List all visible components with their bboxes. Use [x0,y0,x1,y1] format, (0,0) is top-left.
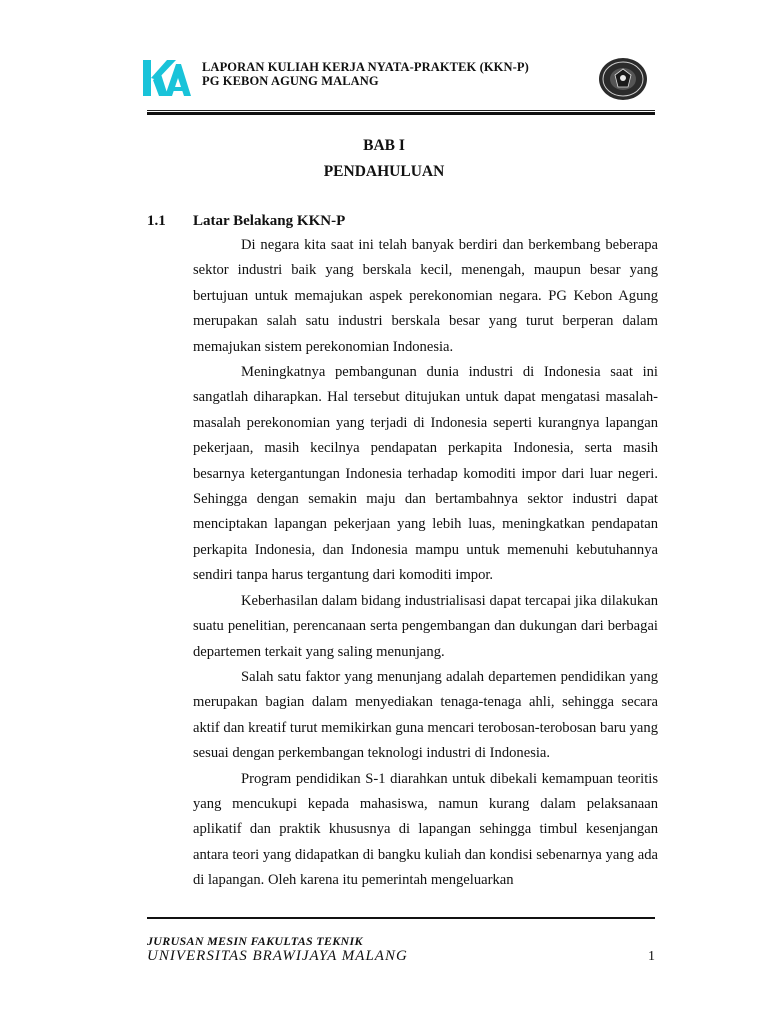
header-divider-thin [147,110,655,111]
section-title: Latar Belakang KKN-P [193,213,346,229]
header-divider-thick [147,112,655,115]
section-number: 1.1 [147,213,166,229]
footer-divider [147,917,655,919]
paragraph: Meningkatnya pembangunan dunia industri di Indonesia saat ini sangatlah diharapkan. Hal tersebut ditujukan untuk dapat mengatasi masalah-masalah perekonomian yang terjadi di Indonesia seperti kurangnya lapangan pekerjaan, masih kecilnya pendapatan perkapita Indonesia, serta masih besarnya ketergantungan Indonesia terhadap komoditi impor dari luar negeri. Sehingga dengan semakin maju dan bertambahnya sektor industri dapat menciptakan lapangan pekerjaan yang lebih luas, meningkatkan pendapatan perkapita Indonesia, dan Indonesia mampu untuk memenuhi kebutuhannya sendiri tanpa harus tergantung dari komoditi impor. [193,364,658,584]
report-title-line1: LAPORAN KULIAH KERJA NYATA-PRAKTEK (KKN-P) [202,60,529,74]
chapter-number: BAB I [363,137,405,154]
paragraph: Di negara kita saat ini telah banyak berdiri dan berkembang beberapa sektor industri baik yang berskala kecil, menengah, maupun besar yang bertujuan untuk memajukan aspek perekonomian negara. PG Kebon Agung merupakan salah satu industri berskala besar yang turut berperan dalam memajukan sistem perekonomian Indonesia. [193,237,658,355]
footer-university: UNIVERSITAS BRAWIJAYA MALANG [147,948,408,964]
paragraph: Program pendidikan S-1 diarahkan untuk dibekali kemampuan teoritis yang mencukupi kepada mahasiswa, namun kurang dalam pelaksanaan aplikatif dan praktik khususnya di lapangan sehingga timbul kesenjangan antara teori yang didapatkan di bangku kuliah dan kondisi sebenarnya yang ada di lapangan. Oleh karena itu pemerintah mengeluarkan [193,770,658,889]
page-number: 1 [648,949,655,964]
paragraph: Keberhasilan dalam bidang industrialisasi dapat tercapai jika dilakukan suatu penelitian, perencanaan serta pengembangan dan dukungan dari berbagai departemen terkait yang saling menunjang. [193,592,658,660]
body-text [193,233,658,894]
report-title-line2: PG KEBON AGUNG MALANG [202,74,379,88]
report-title [202,60,529,88]
footer-department: JURUSAN MESIN FAKULTAS TEKNIK [147,934,363,948]
paragraph: Salah satu faktor yang menunjang adalah departemen pendidikan yang merupakan bagian dalam menyediakan tenaga-tenaga ahli, sehingga secara aktif dan kreatif turut memikirkan guna mencari terobosan-terobosan baru yang sesuai dengan perkembangan teknologi industri di Indonesia. [193,668,658,762]
page-header [0,0,768,120]
university-seal [598,57,648,101]
chapter-title: PENDAHULUAN [323,163,445,180]
ka-logo [143,58,193,98]
